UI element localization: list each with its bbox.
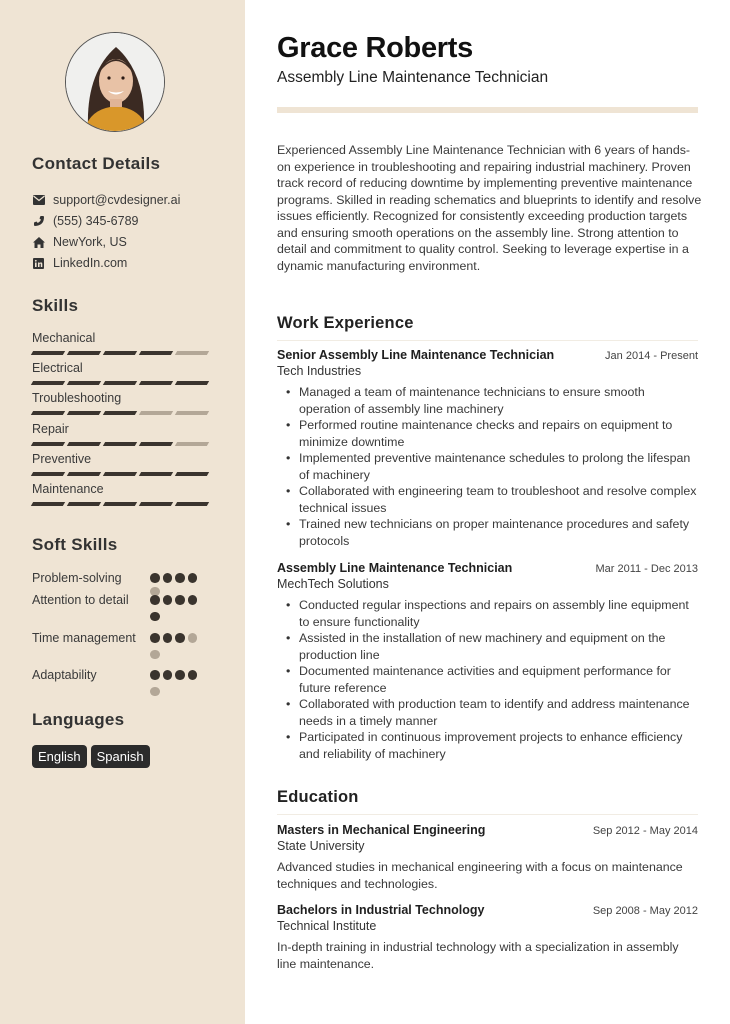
languages-list: [32, 745, 150, 768]
skill-rating-bars: [32, 472, 212, 476]
skill-label: Maintenance: [32, 482, 104, 496]
degree-title: Bachelors in Industrial Technology: [277, 903, 485, 917]
skill-rating-bars: [32, 502, 212, 506]
candidate-title: Assembly Line Maintenance Technician: [277, 69, 549, 86]
phone-text: (555) 345-6789: [53, 214, 139, 228]
skill-maintenance: [32, 482, 212, 506]
skill-mechanical: [32, 331, 212, 355]
soft-skill-rating-dots: [150, 633, 200, 659]
job-bullet: • Assisted in the installation of new machinery and equipment on the production line: [277, 630, 698, 663]
job-bullet: • Managed a team of maintenance technicians to ensure smooth operation of assembly line machinery: [277, 384, 698, 417]
job-title: Assembly Line Maintenance Technician: [277, 561, 513, 575]
education-heading: Education: [277, 788, 698, 815]
skill-electrical: [32, 361, 212, 385]
skill-rating-bars: [32, 381, 212, 385]
job-bullet: • Conducted regular inspections and repairs on assembly line equipment to ensure functionality: [277, 597, 698, 630]
skill-label: Electrical: [32, 361, 83, 375]
soft-skill-rating-dots: [150, 670, 200, 696]
language-badge-spanish: Spanish: [91, 745, 150, 768]
job-bullets: [277, 384, 698, 549]
job-bullet: • Trained new technicians on proper maintenance procedures and safety protocols: [277, 516, 698, 549]
skill-rating-bars: [32, 442, 212, 446]
job-entry: [277, 561, 698, 762]
soft-skill-label: Problem-solving: [32, 571, 122, 585]
soft-skill-rating-dots: [150, 573, 200, 596]
work-experience-heading: Work Experience: [277, 314, 698, 341]
envelope-icon: [32, 194, 45, 207]
contact-heading: Contact Details: [32, 154, 161, 173]
job-entry: [277, 348, 698, 549]
education-description: In-depth training in industrial technology with a specialization in assembly line maintenance.: [277, 940, 679, 971]
job-bullet: • Collaborated with engineering team to troubleshoot and resolve complex technical issues: [277, 483, 698, 516]
job-bullet: • Participated in continuous improvement projects to enhance efficiency and reliability of machinery: [277, 729, 698, 762]
soft-skill-label: Time management: [32, 631, 136, 645]
skill-troubleshooting: [32, 391, 212, 415]
skills-heading: Skills: [32, 296, 79, 315]
linkedin-text: LinkedIn.com: [53, 256, 128, 270]
education-entry: [277, 823, 698, 892]
skill-repair: [32, 422, 212, 446]
school-name: Technical Institute: [277, 919, 377, 933]
education-entry: [277, 903, 698, 972]
skill-label: Repair: [32, 422, 69, 436]
school-name: State University: [277, 839, 365, 853]
email-text: support@cvdesigner.ai: [53, 193, 181, 207]
job-bullet: • Performed routine maintenance checks and repairs on equipment to minimize downtime: [277, 417, 698, 450]
job-dates: Mar 2011 - Dec 2013: [595, 563, 698, 575]
company-name: Tech Industries: [277, 364, 362, 378]
soft-skill-rating-dots: [150, 595, 200, 621]
skill-rating-bars: [32, 411, 212, 415]
job-bullet: • Collaborated with production team to identify and address maintenance needs in a timely manner: [277, 696, 698, 729]
languages-heading: Languages: [32, 710, 125, 729]
skill-preventive: [32, 452, 212, 476]
degree-title: Masters in Mechanical Engineering: [277, 823, 486, 837]
education-description: Advanced studies in mechanical engineering with a focus on maintenance techniques and technologies.: [277, 860, 683, 891]
phone-icon: [32, 215, 45, 228]
job-bullet: • Implemented preventive maintenance schedules to prolong the lifespan of machinery: [277, 450, 698, 483]
location-text: NewYork, US: [53, 235, 127, 249]
skill-rating-bars: [32, 351, 212, 355]
contact-phone[interactable]: [32, 214, 138, 228]
company-name: MechTech Solutions: [277, 577, 389, 591]
job-title: Senior Assembly Line Maintenance Technician: [277, 348, 555, 362]
skill-label: Mechanical: [32, 331, 96, 345]
skill-label: Troubleshooting: [32, 391, 122, 405]
profile-summary: Experienced Assembly Line Maintenance Technician with 6 years of hands-on experience in troubleshooting and repairing industrial machinery. Proven track record of reducing downtime by implementing preventive maintenance programs. Skilled in reading schematics and blueprints to identify and resolve issues efficiently. Recognized for consistently exceeding production targets and ensuring smooth operations on the assembly line. Strong attention to detail and commitment to quality control. Seeking to leverage expertise in a dynamic manufacturing environment.: [277, 143, 702, 273]
job-dates: Jan 2014 - Present: [605, 350, 698, 362]
sidebar: [0, 0, 245, 1024]
skill-label: Preventive: [32, 452, 92, 466]
soft-skill-label: Attention to detail: [32, 593, 129, 607]
contact-email[interactable]: [32, 193, 180, 207]
job-bullets: [277, 597, 698, 762]
candidate-name: Grace Roberts: [277, 32, 473, 64]
home-icon: [32, 236, 45, 249]
education-dates: Sep 2012 - May 2014: [592, 825, 698, 837]
header-divider: [277, 107, 698, 113]
soft-skill-label: Adaptability: [32, 668, 97, 682]
contact-linkedin[interactable]: [32, 256, 127, 270]
contact-location: [32, 235, 127, 249]
avatar: [65, 32, 165, 132]
profile-photo-icon: [66, 33, 165, 132]
linkedin-icon: [32, 257, 45, 270]
soft-skills-heading: Soft Skills: [32, 535, 118, 554]
job-bullet: • Documented maintenance activities and equipment performance for future reference: [277, 663, 698, 696]
language-badge-english: English: [32, 745, 87, 768]
education-dates: Sep 2008 - May 2012: [592, 905, 698, 917]
